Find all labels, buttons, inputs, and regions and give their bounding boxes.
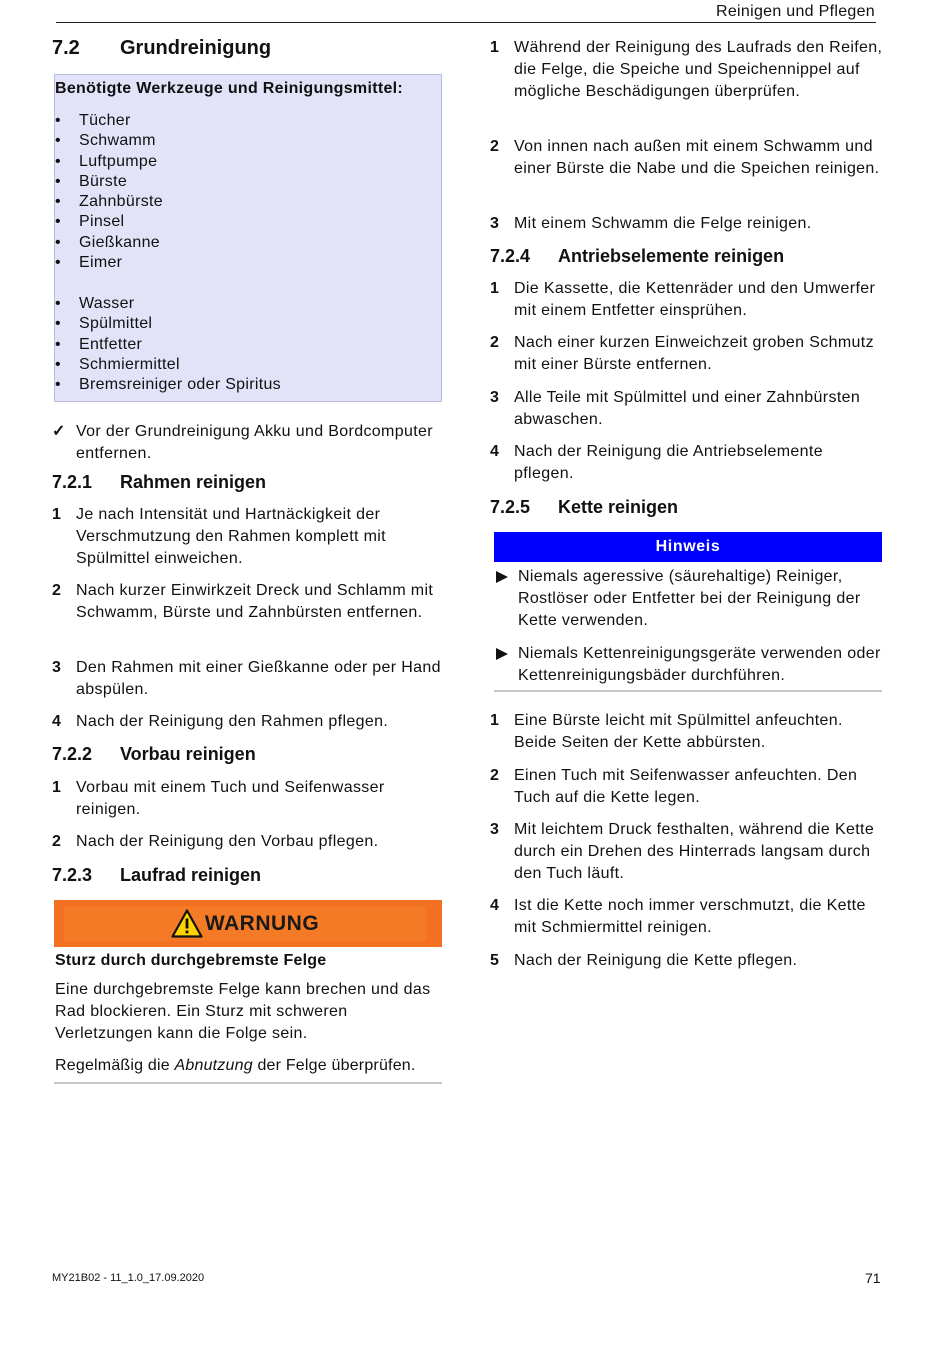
step-number: 4 <box>52 713 62 730</box>
subsection-heading <box>52 744 256 765</box>
step-text: Den Rahmen mit einer Gießkanne oder per Hand abspülen. <box>76 659 441 698</box>
step-item <box>490 136 885 180</box>
subsection-heading <box>52 865 261 886</box>
step-item <box>490 895 885 939</box>
list-item: • Wasser <box>55 294 281 314</box>
document-id: MY21B02 - 11_1.0_17.09.2020 <box>52 1272 205 1284</box>
list-item: • Entfetter <box>55 335 281 355</box>
step-item <box>490 278 885 322</box>
step-text: Während der Reinigung des Laufrads den Reifen, die Felge, die Speiche und Speichennippel auf mögliche Beschädigungen überprüfen. <box>514 39 883 100</box>
subsection-title: Kette reinigen <box>558 497 679 517</box>
running-header: Reinigen und Pflegen <box>715 3 875 20</box>
step-number: 4 <box>490 897 500 914</box>
note-item <box>494 643 886 687</box>
arrow-right-icon <box>496 571 508 583</box>
header-divider <box>56 22 876 23</box>
step-number: 1 <box>490 280 500 297</box>
note-text: Niemals ageressive (säurehaltige) Reiniger, Rostlöser oder Entfetter bei der Reinigung der Kette verwenden. <box>518 568 861 629</box>
step-item <box>52 777 444 821</box>
step-item <box>52 711 444 733</box>
subsection-title: Rahmen reinigen <box>120 472 267 492</box>
step-text: Mit leichtem Druck festhalten, während die Kette durch ein Drehen des Hinterrads langsam durch den Tuch läuft. <box>514 821 875 882</box>
list-item: • Bürste <box>55 172 163 192</box>
step-number: 5 <box>490 952 500 969</box>
step-number: 3 <box>490 389 500 406</box>
warning-action-text: der Felge überprüfen. <box>252 1057 416 1074</box>
subsection-heading <box>490 497 678 518</box>
warning-action <box>55 1055 447 1077</box>
warning-heading: Sturz durch durchgebremste Felge <box>55 952 327 969</box>
step-number: 2 <box>490 138 500 155</box>
step-number: 3 <box>52 659 62 676</box>
warning-action-text: Regelmäßig die <box>55 1057 175 1074</box>
subsection-title: Vorbau reinigen <box>120 744 256 764</box>
subsection-number: 7.2.1 <box>52 472 93 492</box>
list-item: • Tücher <box>55 111 163 131</box>
step-item <box>490 213 885 235</box>
warning-label: WARNUNG <box>204 911 320 935</box>
subsection-heading <box>490 246 784 267</box>
subsection-heading <box>52 472 266 493</box>
step-number: 3 <box>490 215 500 232</box>
subsection-number: 7.2.2 <box>52 744 93 764</box>
list-item: • Gießkanne <box>55 233 163 253</box>
step-text: Nach einer kurzen Einweichzeit groben Schmutz mit einer Bürste entfernen. <box>514 334 874 373</box>
list-item: • Luftpumpe <box>55 152 163 172</box>
subsection-number: 7.2.3 <box>52 865 93 885</box>
step-number: 2 <box>52 833 62 850</box>
step-text: Alle Teile mit Spülmittel und einer Zahnbürsten abwaschen. <box>514 389 861 428</box>
step-item <box>490 387 885 431</box>
step-item <box>52 504 444 570</box>
step-item <box>490 710 885 754</box>
note-text: Niemals Kettenreinigungsgeräte verwenden oder Kettenreinigungsbäder durchführen. <box>518 645 881 684</box>
step-text: Nach der Reinigung die Kette pflegen. <box>514 952 798 969</box>
step-number: 2 <box>490 334 500 351</box>
cleaning-agents-list <box>55 294 281 395</box>
list-item: • Zahnbürste <box>55 192 163 212</box>
note-end-rule <box>494 690 882 692</box>
step-text: Einen Tuch mit Seifenwasser anfeuchten. Den Tuch auf die Kette legen. <box>514 767 858 806</box>
checkmark-icon: ✓ <box>52 423 66 440</box>
step-number: 1 <box>490 39 500 56</box>
step-item <box>52 657 444 701</box>
note-item <box>494 566 886 632</box>
step-number: 1 <box>52 506 62 523</box>
warning-action-emphasis: Abnutzung <box>174 1057 253 1074</box>
step-item <box>52 831 444 853</box>
step-text: Eine Bürste leicht mit Spülmittel anfeuchten. Beide Seiten der Kette abbürsten. <box>514 712 843 751</box>
subsection-title: Laufrad reinigen <box>120 865 262 885</box>
list-item: • Eimer <box>55 253 163 273</box>
step-number: 2 <box>490 767 500 784</box>
step-text: Nach der Reinigung den Rahmen pflegen. <box>76 713 389 730</box>
tools-list <box>55 111 163 273</box>
step-item <box>490 765 885 809</box>
list-item: • Spülmittel <box>55 314 281 334</box>
precondition <box>52 421 444 465</box>
warning-body: Eine durchgebremste Felge kann brechen und das Rad blockieren. Ein Sturz mit schweren Verletzungen kann die Folge sein. <box>55 981 431 1042</box>
section-number: 7.2 <box>52 37 80 59</box>
precondition-text: Vor der Grundreinigung Akku und Bordcomputer entfernen. <box>76 423 433 462</box>
step-text: Mit einem Schwamm die Felge reinigen. <box>514 215 812 232</box>
note-banner: Hinweis <box>494 532 882 562</box>
step-text: Von innen nach außen mit einem Schwamm und einer Bürste die Nabe und die Speichen reinigen. <box>514 138 880 177</box>
subsection-title: Antriebselemente reinigen <box>558 246 785 266</box>
step-text: Nach der Reinigung den Vorbau pflegen. <box>76 833 379 850</box>
page-number: 71 <box>865 1270 881 1286</box>
warning-banner-inner <box>64 906 426 941</box>
step-text: Ist die Kette noch immer verschmutzt, die Kette mit Schmiermittel reinigen. <box>514 897 866 936</box>
step-text: Nach der Reinigung die Antriebselemente pflegen. <box>514 443 823 482</box>
step-item <box>490 37 885 103</box>
step-item <box>490 441 885 485</box>
step-text: Vorbau mit einem Tuch und Seifenwasser reinigen. <box>76 779 385 818</box>
step-item <box>490 332 885 376</box>
step-item <box>52 580 444 624</box>
step-number: 4 <box>490 443 500 460</box>
step-item <box>490 950 885 972</box>
section-heading <box>52 37 271 60</box>
step-number: 2 <box>52 582 62 599</box>
step-text: Je nach Intensität und Hartnäckigkeit der Verschmutzung den Rahmen komplett mit Spülmittel einweichen. <box>76 506 386 567</box>
step-text: Die Kassette, die Kettenräder und den Umwerfer mit einem Entfetter einsprühen. <box>514 280 876 319</box>
step-text: Nach kurzer Einwirkzeit Dreck und Schlamm mit Schwamm, Bürste und Zahnbürsten entfernen. <box>76 582 434 621</box>
list-item: • Schmiermittel <box>55 355 281 375</box>
subsection-number: 7.2.4 <box>490 246 531 266</box>
step-item <box>490 819 885 885</box>
step-number: 1 <box>490 712 500 729</box>
tools-box-title: Benötigte Werkzeuge und Reinigungsmittel: <box>55 80 404 97</box>
section-title: Grundreinigung <box>120 37 272 59</box>
subsection-number: 7.2.5 <box>490 497 531 517</box>
step-number: 1 <box>52 779 62 796</box>
list-item: • Schwamm <box>55 131 163 151</box>
warning-triangle-icon <box>171 909 203 938</box>
list-item: • Pinsel <box>55 212 163 232</box>
list-item: • Bremsreiniger oder Spiritus <box>55 375 281 395</box>
arrow-right-icon <box>496 648 508 660</box>
warning-end-rule <box>54 1082 442 1084</box>
step-number: 3 <box>490 821 500 838</box>
